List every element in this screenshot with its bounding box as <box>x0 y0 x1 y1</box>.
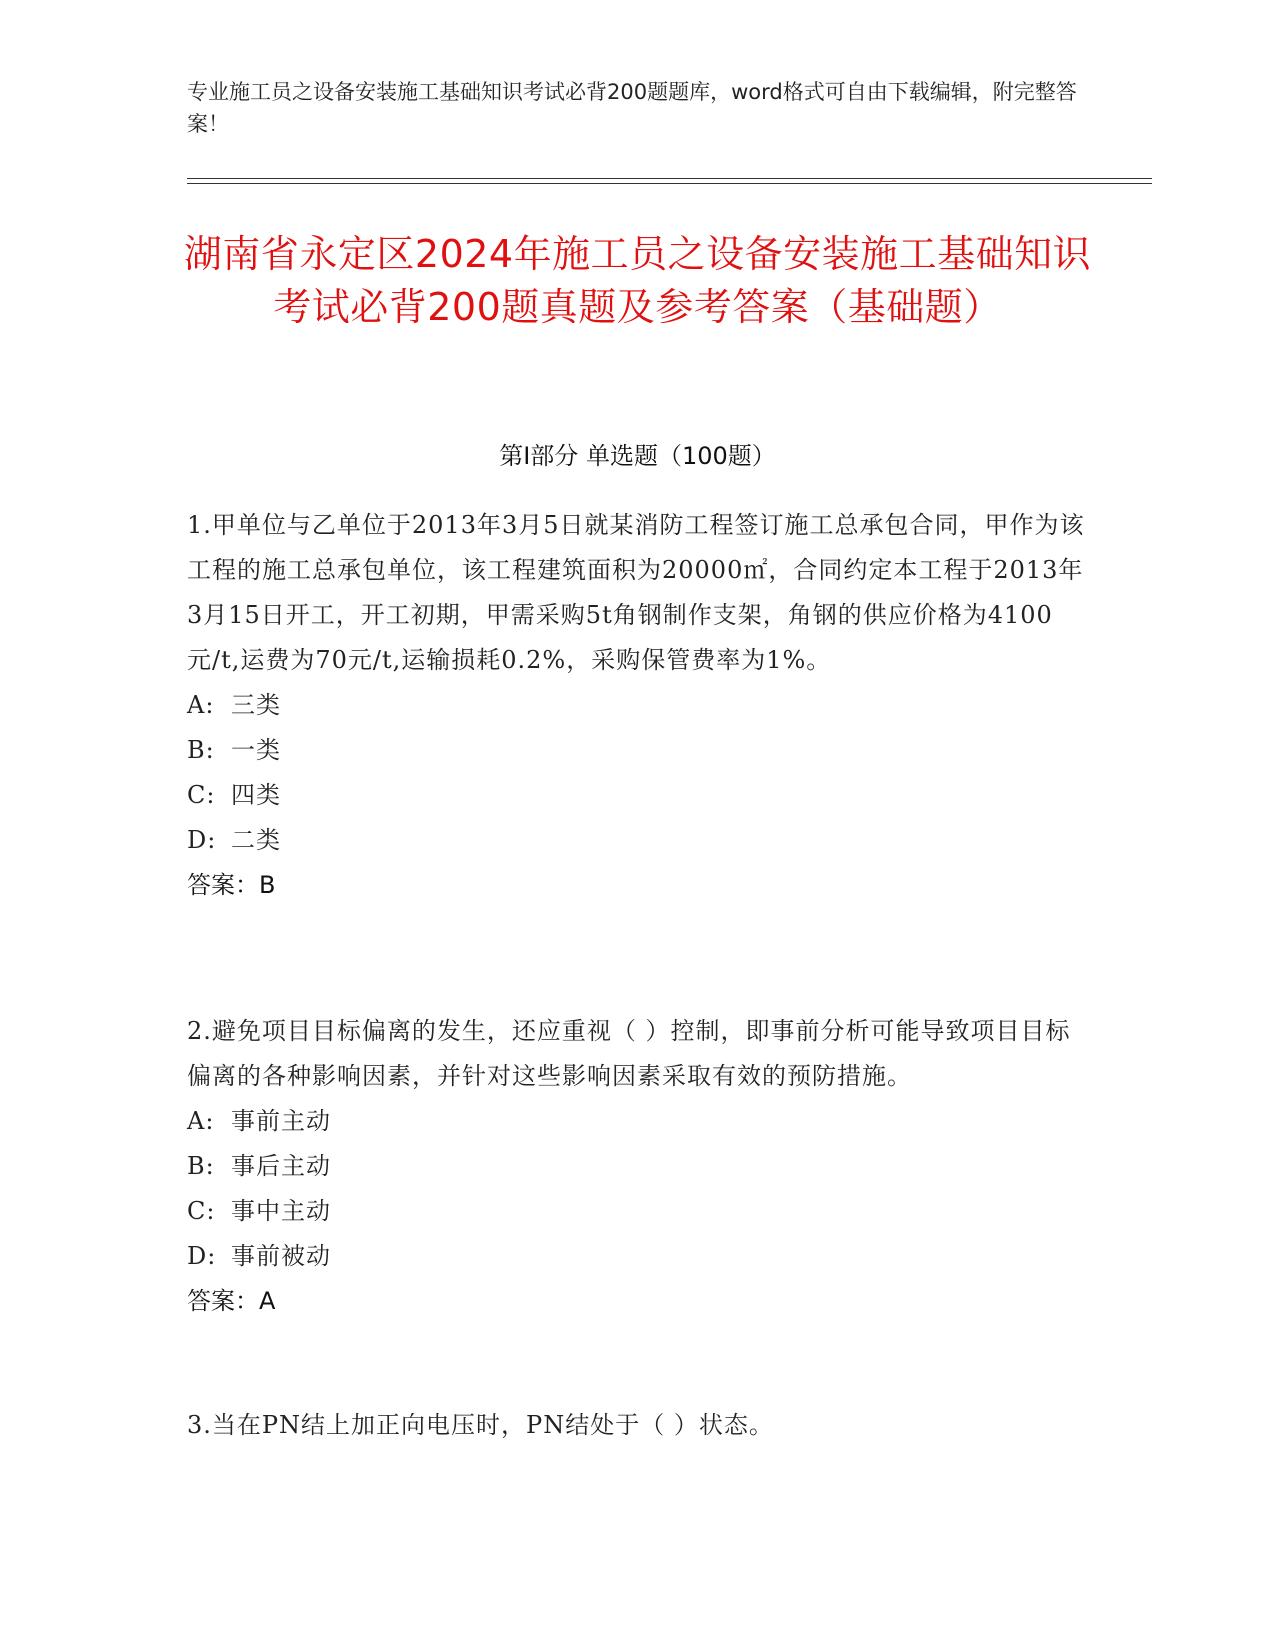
question-text: 1.甲单位与乙单位于2013年3月5日就某消防工程签订施工总承包合同，甲作为该工程的施工总承包单位，该工程建筑面积为20000㎡，合同约定本工程于2013年3月15日开工，开工初期，甲需采购5t角钢制作支架，角钢的供应价格为4100元/t,运费为70元/t,运输损耗0.2%，采购保管费率为1%。 <box>187 511 1085 674</box>
option-key: C: <box>187 1197 216 1225</box>
option-value: 二类 <box>231 826 281 854</box>
document-title: 湖南省永定区2024年施工员之设备安装施工基础知识考试必背200题真题及参考答案（基础题） <box>183 232 1092 329</box>
option-value: 事前被动 <box>231 1242 331 1270</box>
section-title: 第Ⅰ部分 单选题（100题） <box>499 442 776 470</box>
option-value: 事后主动 <box>231 1152 331 1180</box>
option-value: 事前主动 <box>231 1107 331 1135</box>
option-c <box>187 773 1087 818</box>
option-key: A: <box>187 1107 215 1135</box>
option-key: B: <box>187 736 215 764</box>
option-value: 三类 <box>231 691 281 719</box>
option-key: C: <box>187 781 216 809</box>
question-text: 2.避免项目目标偏离的发生，还应重视（ ）控制，即事前分析可能导致项目目标偏离的各种影响因素，并针对这些影响因素采取有效的预防措施。 <box>187 1017 1071 1090</box>
option-c <box>187 1189 1087 1234</box>
option-key: D: <box>187 826 217 854</box>
option-a <box>187 1099 1087 1144</box>
option-d <box>187 1234 1087 1279</box>
option-key: D: <box>187 1242 217 1270</box>
option-key: A: <box>187 691 215 719</box>
option-value: 四类 <box>231 781 281 809</box>
question-1 <box>187 503 1087 908</box>
option-key: B: <box>187 1152 215 1180</box>
option-value: 事中主动 <box>231 1197 331 1225</box>
answer: 答案：B <box>187 871 276 899</box>
question-text: 3.当在PN结上加正向电压时，PN结处于（ ）状态。 <box>187 1411 774 1439</box>
header-note: 专业施工员之设备安装施工基础知识考试必背200题题库，word格式可自由下载编辑，附完整答案！ <box>187 80 1077 136</box>
option-b <box>187 728 1087 773</box>
option-a <box>187 683 1087 728</box>
header-divider <box>187 178 1152 179</box>
option-d <box>187 818 1087 863</box>
option-value: 一类 <box>231 736 281 764</box>
header-divider-second <box>187 183 1152 184</box>
option-b <box>187 1144 1087 1189</box>
question-2 <box>187 1009 1087 1324</box>
answer: 答案：A <box>187 1287 276 1315</box>
question-3 <box>187 1403 1087 1448</box>
